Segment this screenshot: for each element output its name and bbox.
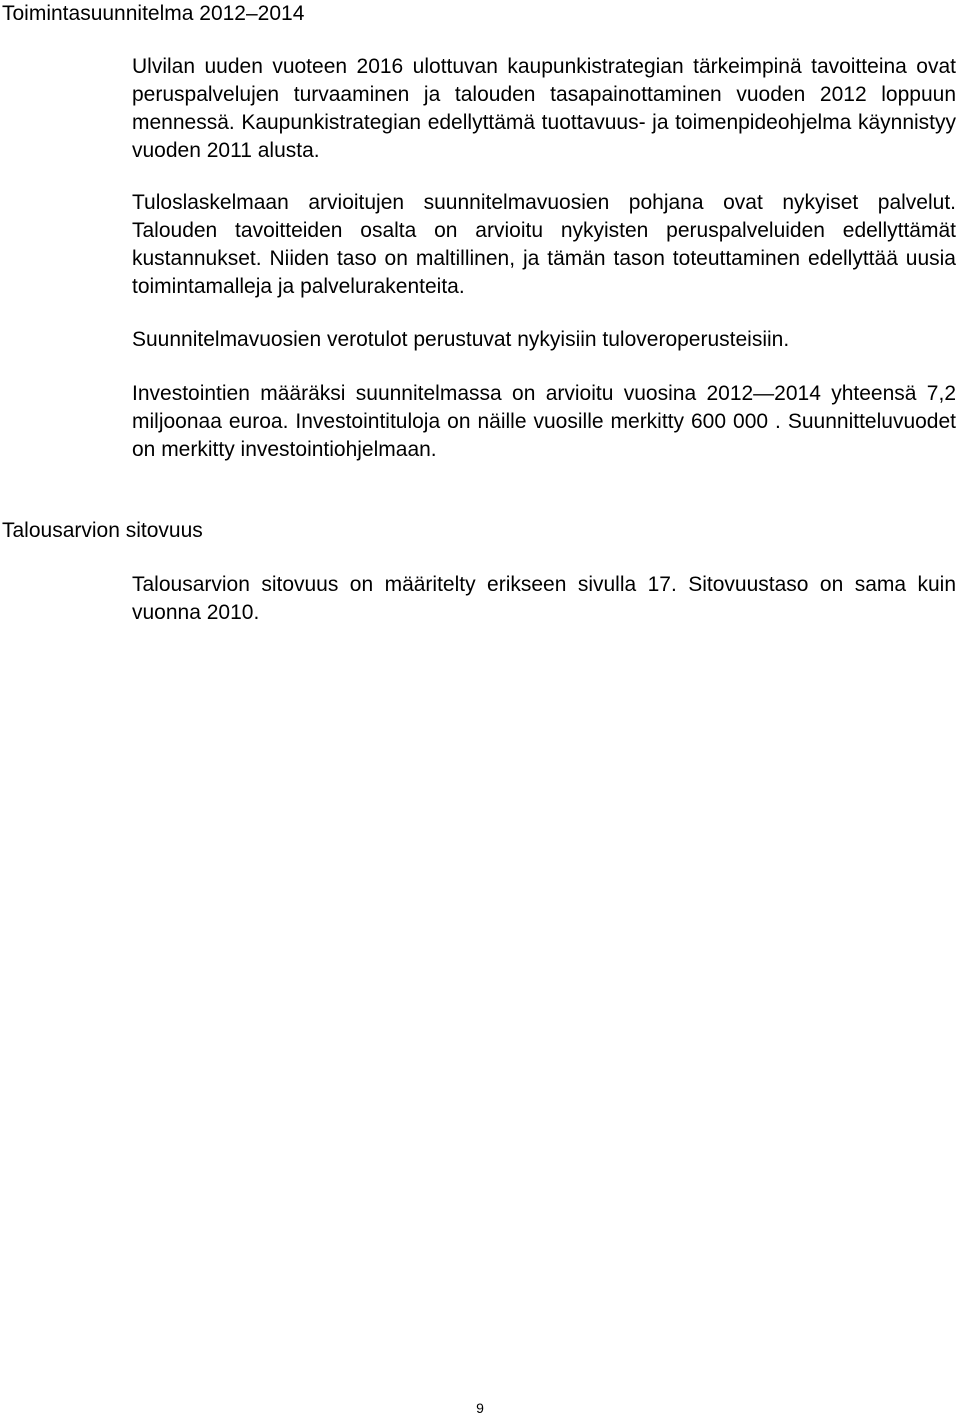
paragraph-budget-binding: Talousarvion sitovuus on määritelty erikseen sivulla 17. Sitovuustaso on sama kuin vuonna 2010. bbox=[132, 573, 956, 624]
section-heading-toimintasuunnitelma: Toimintasuunnitelma 2012–2014 bbox=[2, 2, 305, 25]
paragraph-investments: Investointien määräksi suunnitelmassa on arvioitu vuosina 2012—2014 yhteensä 7,2 miljoonaa euroa. Investointituloja on näille vuosille merkitty 600 000 . Suunnitteluvuodet on merkitty investointiohjelmaan. bbox=[132, 382, 956, 461]
page-number: 9 bbox=[476, 1400, 484, 1416]
paragraph-income-statement: Tuloslaskelmaan arvioitujen suunnitelmavuosien pohjana ovat nykyiset palvelut. Talouden tavoitteiden osalta on arvioitu nykyisten peruspalveluiden edellyttämät kustannukset. Niiden taso on maltillinen, ja tämän tason toteuttaminen edellyttää uusia toimintamalleja ja palvelurakenteita. bbox=[132, 191, 956, 298]
paragraph-strategy: Ulvilan uuden vuoteen 2016 ulottuvan kaupunkistrategian tärkeimpinä tavoitteina ovat peruspalvelujen turvaaminen ja talouden tasapainottaminen vuoden 2012 loppuun mennessä. Kaupunkistrategian edellyttämä tuottavuus- ja toimenpideohjelma käynnistyy vuoden 2011 alusta. bbox=[132, 55, 956, 162]
section-heading-talousarvion-sitovuus: Talousarvion sitovuus bbox=[2, 519, 203, 542]
paragraph-tax-revenue: Suunnitelmavuosien verotulot perustuvat nykyisiin tuloveroperusteisiin. bbox=[132, 328, 790, 351]
